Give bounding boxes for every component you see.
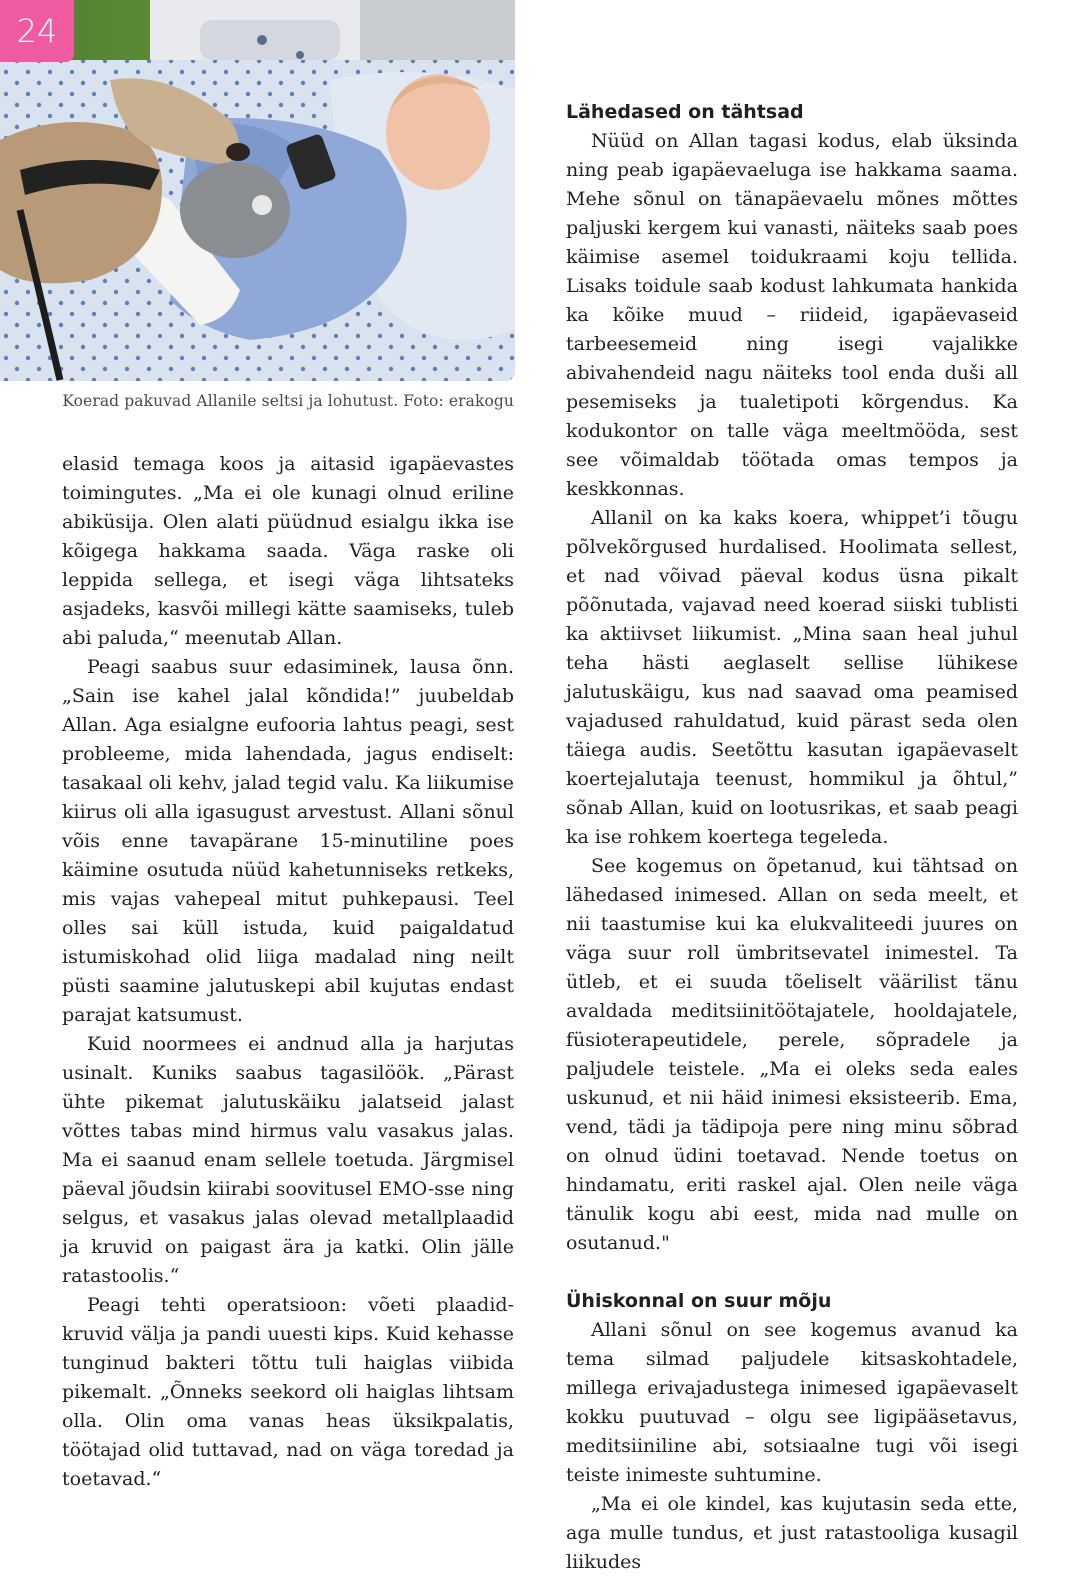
paragraph: Allanil on ka kaks koera, whippet’i tõugu põlvekõrgused hurdalised. Hoolimata sellest, et nad võivad päeval kodus üsna pikalt põõnutada, vajavad need koerad siiski tublisti ka aktiivset liikumist. „Mina saan heal juhul teha hästi aeglaselt sellise lühikese jalutuskäigu, kus nad saavad oma peamised vajadused rahuldatud, kuid pärast seda olen täiega audis. Seetõttu kasutan igapäevaselt koertejalutaja teenust, hommikul ja õhtul,” sõnab Allan, kuid on lootusrikas, et saab peagi ka ise rohkem koertega tegeleda.: [566, 507, 1018, 848]
paragraph: Peagi tehti operatsioon: võeti plaadid-kruvid välja ja pandi uuesti kips. Kuid kehasse tunginud bakteri tõttu tuli haiglas viibida pikemalt. „Õnneks seekord oli haiglas lihtsam olla. Olin oma vanas heas üksikpalatis, töötajad olid tuttavad, nad on väga toredad ja toetavad.“: [62, 1294, 514, 1490]
left-column: [62, 450, 514, 1494]
section-heading: Lähedased on tähtsad: [566, 101, 804, 123]
paragraph: elasid temaga koos ja aitasid igapäevastes toimingutes. „Ma ei ole kunagi olnud eriline abiküsija. Olen alati püüdnud esialgu ikka ise kõigega hakkama saada. Väga raske oli leppida sellega, et isegi väga lihtsateks asjadeks, kasvõi millegi kätte saamiseks, tuleb abi paluda,“ meenutab Allan.: [62, 453, 514, 649]
page-number: 24: [0, 0, 74, 62]
paragraph: Nüüd on Allan tagasi kodus, elab üksinda ning peab igapäevaeluga ise hakkama saama. Mehe sõnul on tänapäevaelu mõnes mõttes paljuski kergem kui vanasti, näiteks saab poes käimise asemel toidukraami koju tellida. Lisaks toidule saab kodust lahkumata hankida ka kõike muud – riideid, igapäevaseid tarbeesemeid ning isegi vajalikke abivahendeid nagu näiteks tool enda duši all pesemiseks ja tualetipoti kõrgendus. Ka kodukontor on talle väga meeltmööda, sest see võimaldab töötada omas tempos ja keskkonnas.: [566, 130, 1018, 500]
paragraph: Allani sõnul on see kogemus avanud ka tema silmad paljudele kitsaskohtadele, millega erivajadustega inimesed igapäevaselt kokku puutuvad – olgu see ligipääsetavus, meditsiiniline abi, sotsiaalne tugi või isegi teiste inimeste suhtumine.: [566, 1319, 1018, 1486]
hospital-photo: [0, 0, 515, 381]
paragraph: „Ma ei ole kindel, kas kujutasin seda ette, aga mulle tundus, et just ratastooliga kusagil liikudes: [566, 1493, 1018, 1573]
paragraph: Peagi saabus suur edasiminek, lausa õnn. „Sain ise kahel jalal kõndida!” juubeldab Allan. Aga esialgne eufooria lahtus peagi, sest probleeme, mida lahendada, jagus endiselt: tasakaal oli kehv, jalad tegid valu. Ka liikumise kiirus oli alla igasugust arvestust. Allani sõnul võis enne tavapärane 15-minutiline poes käimine osutuda nüüd kahetunniseks retkeks, mis vajas vahepeal mitut puhkepausi. Teel olles sai küll istuda, kuid paigaldatud istumiskohad olid liiga madalad ning neilt püsti saamine jalutuskepi abil kujutas endast parajat katsumust.: [62, 656, 514, 1026]
paragraph: See kogemus on õpetanud, kui tähtsad on lähedased inimesed. Allan on seda meelt, et nii taastumise kui ka elukvaliteedi juures on väga suur roll ümbritsevatel inimestel. Ta ütleb, et ei suuda tõeliselt väärilist tänu avaldada meditsiinitöötajatele, hooldajatele, füsioterapeutidele, perele, sõpradele ja paljudele teistele. „Ma ei oleks seda eales uskunud, et nii häid inimesi eksisteerib. Ema, vend, tädi ja tädipoja pere ning minu sõbrad on olnud üdini toetavad. Nende toetus on hindamatu, eriti raskel ajal. Olen neile väga tänulik kogu abi eest, mida nad mulle on osutanud.": [566, 855, 1018, 1254]
paragraph: Kuid noormees ei andnud alla ja harjutas usinalt. Kuniks saabus tagasilöök. „Pärast ühte pikemat jalutuskäiku jalatseid jalast võttes tabas mind hirmus valu vasakus jalas. Ma ei saanud enam sellele toetuda. Järgmisel päeval jõudsin kiirabi soovitusel EMO-sse ning selgus, et vasakus jalas olevad metallplaadid ja kruvid on paigast ära ja katki. Olin jälle ratastoolis.“: [62, 1033, 514, 1287]
photo-caption: Koerad pakuvad Allanile seltsi ja lohutust. Foto: erakogu: [62, 392, 514, 410]
section-heading: Ühiskonnal on suur mõju: [566, 1290, 832, 1312]
right-column: [566, 98, 1018, 1577]
